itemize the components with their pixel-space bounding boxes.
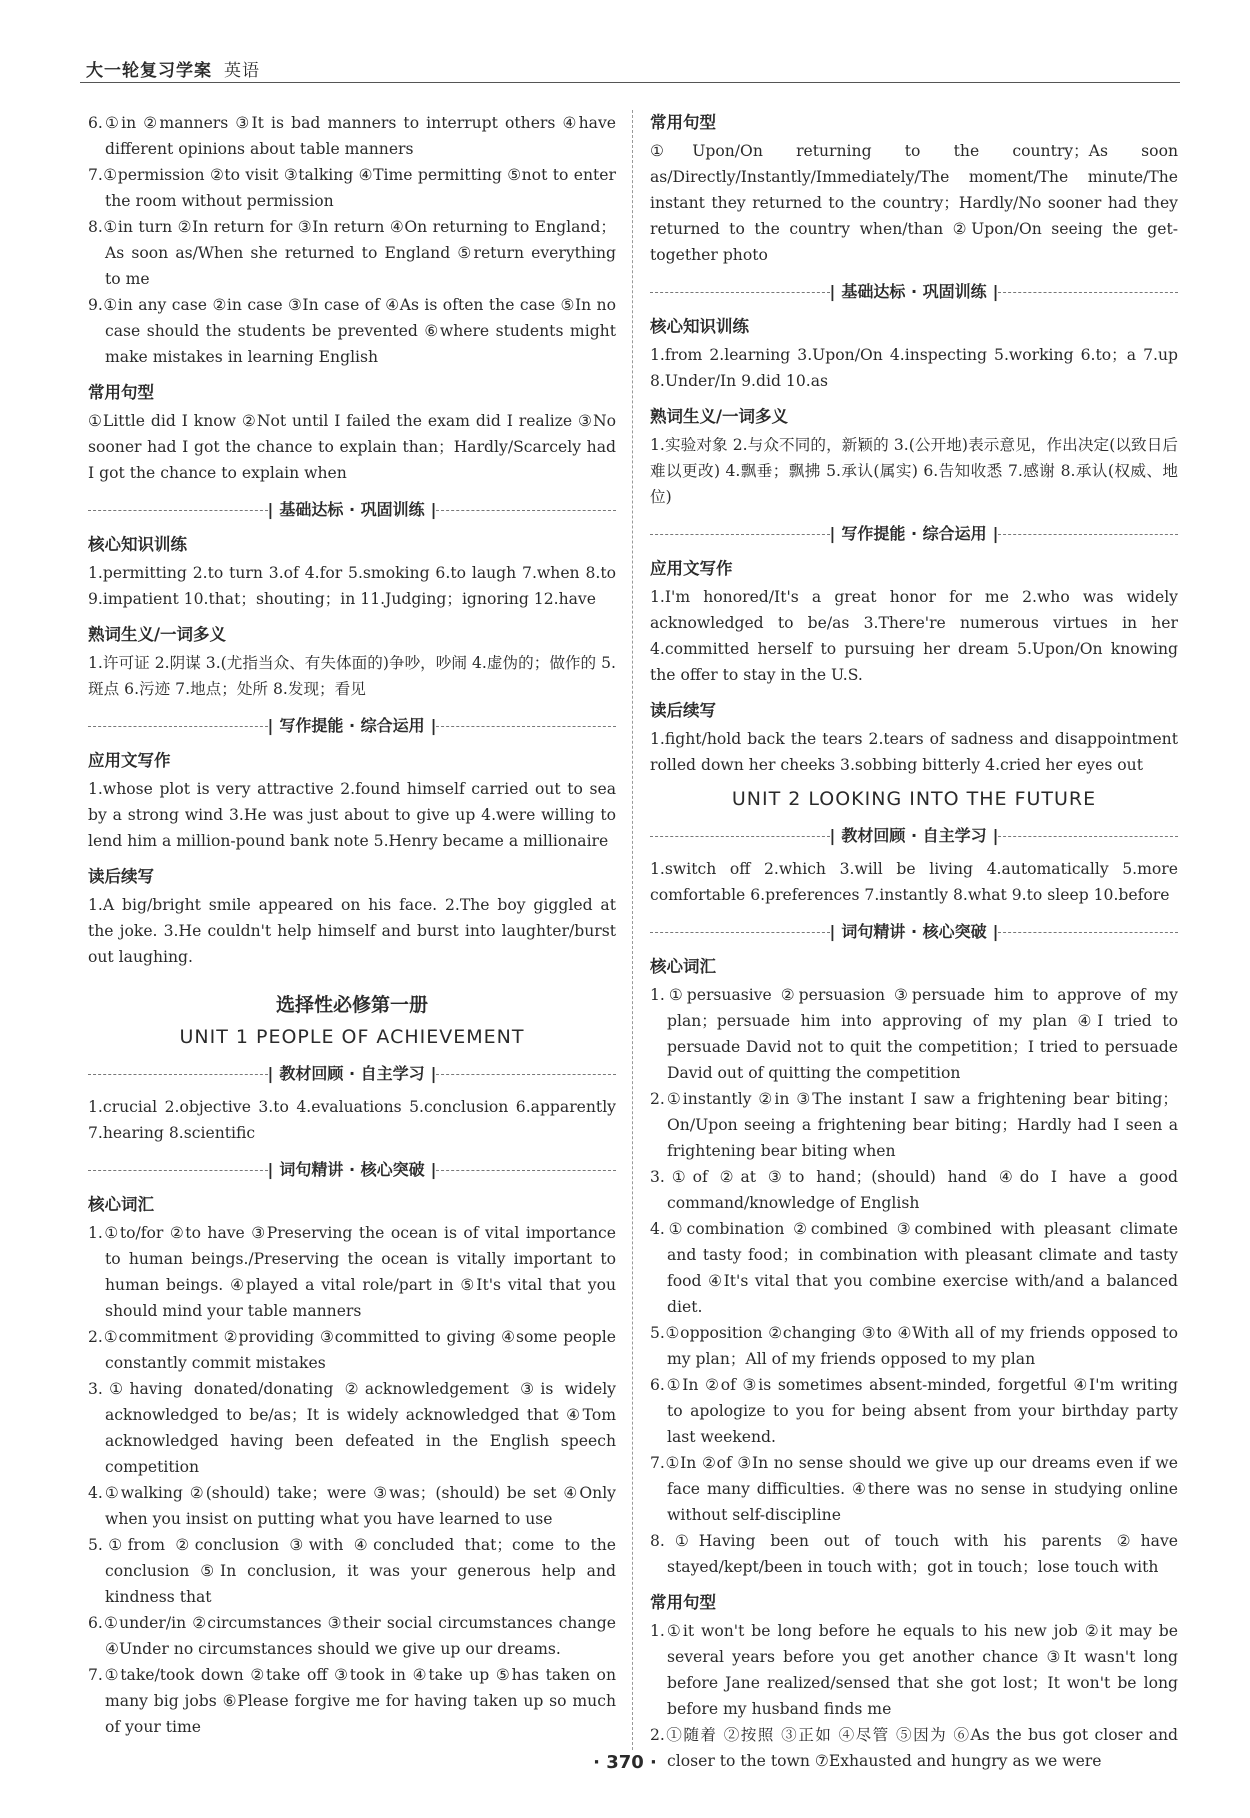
answer-item: 4.①combination ②combined ③combined with pleasant climate and tasty food；in combination with pleasant climate and tasty food ④It's vital that you combine exercise with/and a balanced diet. bbox=[650, 1220, 1178, 1316]
header-rule bbox=[80, 82, 1180, 83]
section-banner: | 词句精讲 · 核心突破 | bbox=[650, 920, 1178, 944]
banner-label: 教材回顾 · 自主学习 bbox=[279, 1064, 425, 1083]
answer-item: 8.①Having been out of touch with his parents ②have stayed/kept/been in touch with；got in touch；lose touch with bbox=[650, 1532, 1178, 1576]
section-banner: | 基础达标 · 巩固训练 | bbox=[650, 280, 1178, 304]
banner-label: 基础达标 · 巩固训练 bbox=[279, 500, 425, 519]
answer-item: 1.许可证 2.阴谋 3.(尤指当众、有失体面的)争吵，吵闹 4.虚伪的；做作的 5.斑点 6.污迹 7.地点；处所 8.发现；看见 bbox=[88, 654, 616, 698]
section-heading: 熟词生义/一词多义 bbox=[88, 625, 227, 644]
answer-item: 3.①having donated/donating ②acknowledgement ③is widely acknowledged to be/as；It is widely acknowledged that ④Tom acknowledged having been defeated in the English speech competition bbox=[88, 1380, 616, 1476]
section-heading: 常用句型 bbox=[650, 1593, 716, 1612]
answer-item: 7.①permission ②to visit ③talking ④Time permitting ⑤not to enter the room without permission bbox=[88, 166, 616, 210]
right-column bbox=[650, 110, 1178, 1774]
answer-item: 5.①opposition ②changing ③to ④With all of my friends opposed to my plan；All of my friends opposed to my plan bbox=[650, 1324, 1178, 1368]
answer-item: 2.①instantly ②in ③The instant I saw a frightening bear biting；On/Upon seeing a frightening bear biting；Hardly had I seen a frightening bear biting when bbox=[650, 1090, 1178, 1160]
section-heading: 读后续写 bbox=[650, 701, 716, 720]
answer-item: 2.①随着 ②按照 ③正如 ④尽管 ⑤因为 ⑥As the bus got closer and closer to the town ⑦Exhausted and hungry as we were bbox=[650, 1726, 1178, 1770]
section-banner: | 教材回顾 · 自主学习 | bbox=[88, 1062, 616, 1086]
subject-label: 英语 bbox=[224, 61, 260, 81]
answer-item: 1.①to/for ②to have ③Preserving the ocean is of vital importance to human beings./Preserving the ocean is vitally important to human beings. ④played a vital role/part in ⑤It's vital that you should mind your table manners bbox=[88, 1224, 616, 1320]
banner-label: 词句精讲 · 核心突破 bbox=[841, 922, 987, 941]
banner-label: 写作提能 · 综合运用 bbox=[279, 716, 425, 735]
answer-item: 1.①persuasive ②persuasion ③persuade him to approve of my plan；persuade him into approving of my plan ④I tried to persuade David not to quit the competition；I tried to persuade David out of quitting the competition bbox=[650, 986, 1178, 1082]
answer-item: 6.①in ②manners ③It is bad manners to interrupt others ④have different opinions about table manners bbox=[88, 114, 616, 158]
section-banner: | 基础达标 · 巩固训练 | bbox=[88, 498, 616, 522]
book-title: 选择性必修第一册 bbox=[275, 994, 428, 1016]
answer-item: 6.①In ②of ③is sometimes absent-minded, forgetful ④I'm writing to apologize to you for being absent from your birthday party last weekend. bbox=[650, 1376, 1178, 1446]
banner-label: 基础达标 · 巩固训练 bbox=[841, 282, 987, 301]
section-banner: | 词句精讲 · 核心突破 | bbox=[88, 1158, 616, 1182]
answer-item: 1.crucial 2.objective 3.to 4.evaluations 5.conclusion 6.apparently 7.hearing 8.scientific bbox=[88, 1098, 616, 1142]
answer-item: 1.A big/bright smile appeared on his face. 2.The boy giggled at the joke. 3.He couldn't help himself and burst into laughter/burst out laughing. bbox=[88, 896, 616, 966]
section-heading: 熟词生义/一词多义 bbox=[650, 407, 789, 426]
section-heading: 常用句型 bbox=[650, 113, 716, 132]
column-divider bbox=[632, 110, 633, 1750]
left-column bbox=[88, 110, 616, 1740]
section-banner: | 写作提能 · 综合运用 | bbox=[88, 714, 616, 738]
banner-label: 教材回顾 · 自主学习 bbox=[841, 826, 987, 845]
answer-item: 8.①in turn ②In return for ③In return ④On returning to England；As soon as/When she returned to England ⑤return everything to me bbox=[88, 218, 616, 288]
answer-item: 1.whose plot is very attractive 2.found himself carried out to sea by a strong wind 3.He was just about to give up 4.were willing to lend him a million-pound bank note 5.Henry became a millionaire bbox=[88, 780, 616, 850]
section-heading: 核心词汇 bbox=[650, 957, 716, 976]
section-heading: 应用文写作 bbox=[88, 751, 171, 770]
answer-item: 9.①in any case ②in case ③In case of ④As is often the case ⑤In no case should the students be prevented ⑥where students might make mistakes in learning English bbox=[88, 296, 616, 366]
answer-item: 7.①In ②of ③In no sense should we give up our dreams even if we face many difficulties. ④there was no sense in studying online without self-discipline bbox=[650, 1454, 1178, 1524]
section-banner: | 教材回顾 · 自主学习 | bbox=[650, 824, 1178, 848]
answer-item: 1.I'm honored/It's a great honor for me 2.who was widely acknowledged to be/as 3.There're numerous virtues in her 4.committed herself to pursuing her dream 5.Upon/On knowing the offer to stay in the U.S. bbox=[650, 588, 1178, 684]
running-header bbox=[86, 56, 1176, 81]
answer-item: 1.switch off 2.which 3.will be living 4.automatically 5.more comfortable 6.preferences 7.instantly 8.what 9.to sleep 10.before bbox=[650, 860, 1178, 904]
unit-title: UNIT 1 PEOPLE OF ACHIEVEMENT bbox=[179, 1026, 525, 1048]
answer-item: 6.①under/in ②circumstances ③their social circumstances change ④Under no circumstances should we give up our dreams. bbox=[88, 1614, 616, 1658]
book-series-title: 大一轮复习学案 bbox=[86, 61, 212, 81]
section-heading: 核心知识训练 bbox=[650, 317, 749, 336]
answer-item: 1.from 2.learning 3.Upon/On 4.inspecting 5.working 6.to；a 7.up 8.Under/In 9.did 10.as bbox=[650, 346, 1178, 390]
answer-item: 3.①of ②at ③to hand；(should) hand ④do I have a good command/knowledge of English bbox=[650, 1168, 1178, 1212]
unit-title: UNIT 2 LOOKING INTO THE FUTURE bbox=[731, 788, 1097, 810]
section-heading: 应用文写作 bbox=[650, 559, 733, 578]
banner-label: 词句精讲 · 核心突破 bbox=[279, 1160, 425, 1179]
answer-item: ①Little did I know ②Not until I failed the exam did I realize ③No sooner had I got the chance to explain than；Hardly/Scarcely had I got the chance to explain when bbox=[88, 412, 616, 482]
section-heading: 读后续写 bbox=[88, 867, 154, 886]
answer-item: 2.①commitment ②providing ③committed to giving ④some people constantly commit mistakes bbox=[88, 1328, 616, 1372]
section-heading: 核心知识训练 bbox=[88, 535, 187, 554]
page-number: · 370 · bbox=[593, 1752, 657, 1773]
section-banner: | 写作提能 · 综合运用 | bbox=[650, 522, 1178, 546]
answer-item: 1.①it won't be long before he equals to his new job ②it may be several years before you get another chance ③It wasn't long before Jane realized/sensed that she got lost；It won't be long before my husband finds me bbox=[650, 1622, 1178, 1718]
section-heading: 常用句型 bbox=[88, 383, 154, 402]
answer-item: 1.permitting 2.to turn 3.of 4.for 5.smoking 6.to laugh 7.when 8.to 9.impatient 10.that；shouting；in 11.Judging；ignoring 12.have bbox=[88, 564, 616, 608]
answer-item: 7.①take/took down ②take off ③took in ④take up ⑤has taken on many big jobs ⑥Please forgive me for having taken up so much of your time bbox=[88, 1666, 616, 1736]
answer-item: 1.实验对象 2.与众不同的，新颖的 3.(公开地)表示意见，作出决定(以致日后难以更改) 4.飘垂；飘拂 5.承认(属实) 6.告知收悉 7.感谢 8.承认(权威、地位) bbox=[650, 436, 1178, 506]
answer-item: ①Upon/On returning to the country；As soon as/Directly/Instantly/Immediately/The moment/The minute/The instant they returned to the country；Hardly/No sooner had they returned to the country when/than ②Upon/On seeing the get-together photo bbox=[650, 142, 1178, 264]
answer-item: 1.fight/hold back the tears 2.tears of sadness and disappointment rolled down her cheeks 3.sobbing bitterly 4.cried her eyes out bbox=[650, 730, 1178, 774]
answer-item: 5.①from ②conclusion ③with ④concluded that；come to the conclusion ⑤In conclusion, it was your generous help and kindness that bbox=[88, 1536, 616, 1606]
answer-item: 4.①walking ②(should) take；were ③was；(should) be set ④Only when you insist on putting what you have learned to use bbox=[88, 1484, 616, 1528]
section-heading: 核心词汇 bbox=[88, 1195, 154, 1214]
banner-label: 写作提能 · 综合运用 bbox=[841, 524, 987, 543]
answer-block bbox=[88, 110, 616, 370]
